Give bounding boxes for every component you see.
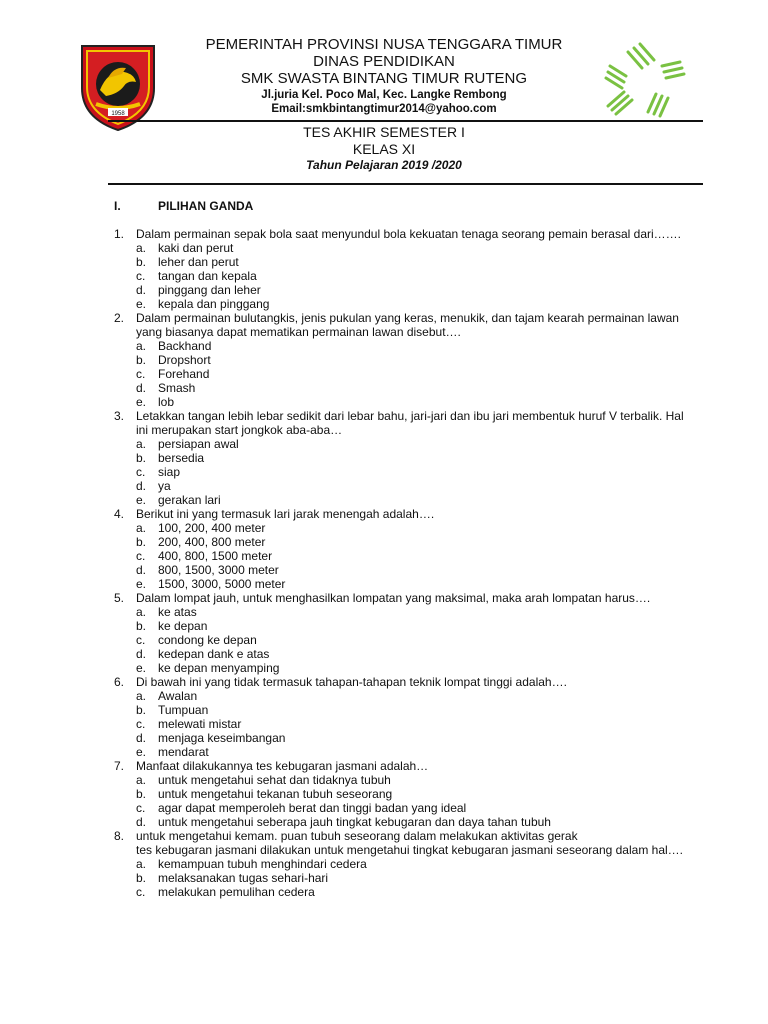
answer-option: e. ke depan menyamping [136, 661, 280, 675]
answer-option: e. lob [136, 395, 175, 409]
question [114, 311, 694, 409]
answer-option: c. agar dapat memperoleh berat dan tinggi badan yang ideal [136, 801, 467, 815]
province-crest-icon [78, 40, 158, 132]
question-number: 3. [114, 409, 125, 423]
answer-option: a. 100, 200, 400 meter [136, 521, 266, 535]
question-text: Manfaat dilakukannya tes kebugaran jasmani adalah… [136, 759, 429, 773]
section-number: I. [114, 199, 121, 213]
school-address: Jl.juria Kel. Poco Mal, Kec. Langke Rembong [261, 89, 507, 101]
answer-option: d. ya [136, 479, 171, 493]
answer-option: c. condong ke depan [136, 633, 257, 647]
question-text: untuk mengetahui kemam. puan tubuh seseorang dalam melakukan aktivitas gerak [136, 829, 578, 843]
answer-option: a. ke atas [136, 605, 197, 619]
answer-option: a. kaki dan perut [136, 241, 234, 255]
question [114, 759, 694, 829]
answer-option: c. Forehand [136, 367, 210, 381]
answer-option: b. melaksanakan tugas sehari-hari [136, 871, 329, 885]
exam-year: Tahun Pelajaran 2019 /2020 [306, 158, 462, 172]
answer-option: a. Backhand [136, 339, 212, 353]
question-number: 2. [114, 311, 125, 325]
answer-option: c. siap [136, 465, 181, 479]
exam-title-block [0, 124, 768, 173]
school-star-logo-icon [598, 38, 688, 128]
title-divider [108, 183, 703, 185]
crest-year: 1958 [111, 111, 125, 117]
answer-option: e. mendarat [136, 745, 209, 759]
answer-option: e. gerakan lari [136, 493, 221, 507]
school-email: Email:smkbintangtimur2014@yahoo.com [271, 103, 497, 115]
institution-heading [160, 36, 608, 116]
answer-option: c. tangan dan kepala [136, 269, 257, 283]
answer-option: b. ke depan [136, 619, 208, 633]
question [114, 507, 694, 591]
department-name: DINAS PENDIDIKAN [313, 53, 455, 70]
question [114, 675, 694, 759]
answer-option: a. Awalan [136, 689, 198, 703]
question [114, 591, 694, 675]
exam-title: TES AKHIR SEMESTER I [303, 124, 465, 140]
question-list [114, 227, 694, 899]
section-title: PILIHAN GANDA [158, 199, 254, 213]
answer-option: b. leher dan perut [136, 255, 239, 269]
answer-option: a. untuk mengetahui sehat dan tidaknya tubuh [136, 773, 391, 787]
answer-option: e. kepala dan pinggang [136, 297, 270, 311]
section-heading [114, 199, 253, 213]
answer-option: b. Dropshort [136, 353, 211, 367]
answer-option: a. persiapan awal [136, 437, 239, 451]
question-number: 1. [114, 227, 125, 241]
question-text: Dalam permainan bulutangkis, jenis pukulan yang keras, menukik, dan tajam kearah permainan lawan yang biasanya dapat mematikan permainan lawan disebut…. [136, 311, 679, 339]
answer-option: e. 1500, 3000, 5000 meter [136, 577, 286, 591]
answer-option: d. 800, 1500, 3000 meter [136, 563, 279, 577]
question-text: Dalam permainan sepak bola saat menyundul bola kekuatan tenaga seorang pemain berasal dari……. [136, 227, 681, 241]
question-text: Letakkan tangan lebih lebar sedikit dari lebar bahu, jari-jari dan ibu jari membentuk huruf V terbalik. Hal ini merupakan start jongkok aba-aba… [136, 409, 684, 437]
answer-option: d. menjaga keseimbangan [136, 731, 286, 745]
question-text: Berikut ini yang termasuk lari jarak menengah adalah…. [136, 507, 435, 521]
letterhead [0, 28, 768, 128]
question-text: Dalam lompat jauh, untuk menghasilkan lompatan yang maksimal, maka arah lompatan harus…. [136, 591, 651, 605]
answer-option: d. Smash [136, 381, 196, 395]
answer-option: b. 200, 400, 800 meter [136, 535, 266, 549]
answer-option: d. pinggang dan leher [136, 283, 261, 297]
answer-option: d. untuk mengetahui seberapa jauh tingkat kebugaran dan daya tahan tubuh [136, 815, 551, 829]
question-number: 4. [114, 507, 125, 521]
header-divider [108, 120, 703, 122]
question-number: 6. [114, 675, 125, 689]
question [114, 829, 694, 899]
answer-option: c. 400, 800, 1500 meter [136, 549, 273, 563]
exam-class: KELAS XI [352, 141, 416, 157]
question [114, 409, 694, 507]
answer-option: b. untuk mengetahui tekanan tubuh seseorang [136, 787, 393, 801]
answer-option: b. Tumpuan [136, 703, 209, 717]
answer-option: c. melewati mistar [136, 717, 242, 731]
answer-option: c. melakukan pemulihan cedera [136, 885, 315, 899]
question-number: 7. [114, 759, 125, 773]
government-name: PEMERINTAH PROVINSI NUSA TENGGARA TIMUR [205, 36, 563, 53]
school-name: SMK SWASTA BINTANG TIMUR RUTENG [240, 70, 528, 87]
answer-option: a. kemampuan tubuh menghindari cedera [136, 857, 367, 871]
answer-option: d. kedepan dank e atas [136, 647, 270, 661]
question-text-continued: tes kebugaran jasmani dilakukan untuk mengetahui tingkat kebugaran jasmani seseorang dalam hal…. [136, 843, 684, 857]
question-number: 8. [114, 829, 125, 843]
question [114, 227, 694, 311]
answer-option: b. bersedia [136, 451, 205, 465]
question-text: Di bawah ini yang tidak termasuk tahapan-tahapan teknik lompat tinggi adalah…. [136, 675, 567, 689]
question-number: 5. [114, 591, 125, 605]
